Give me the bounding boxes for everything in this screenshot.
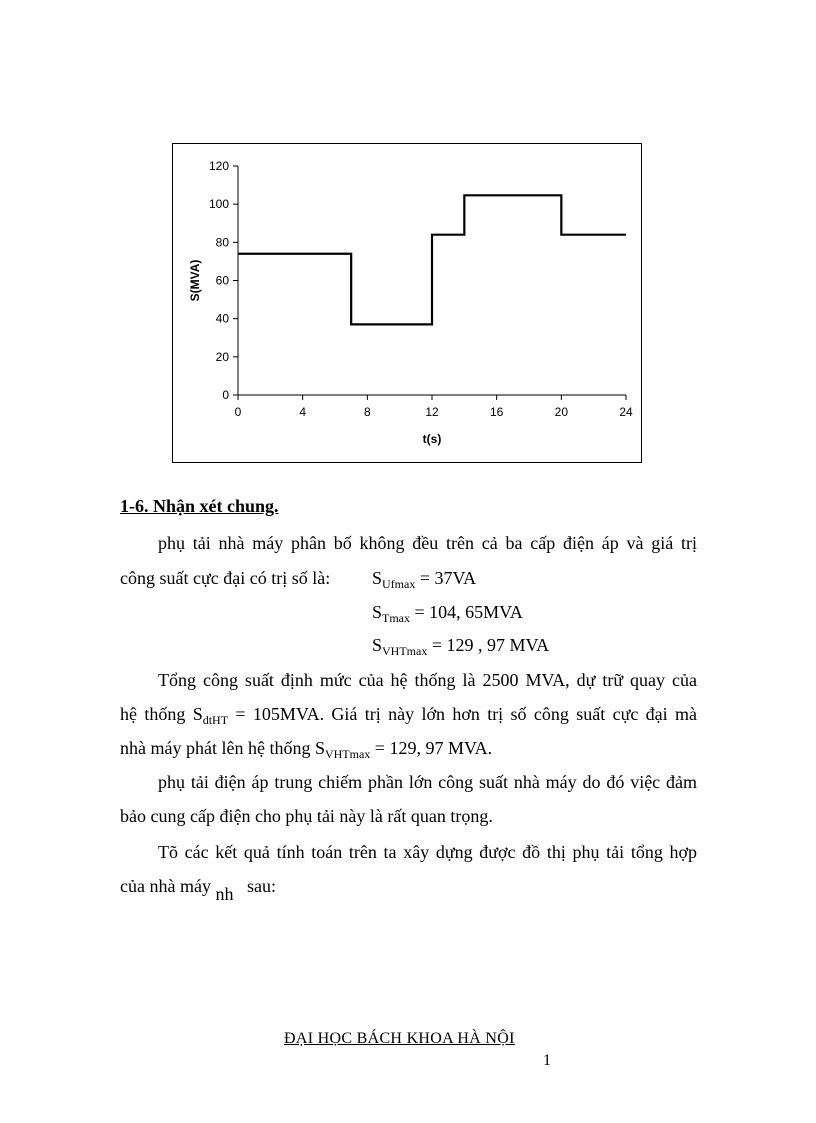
x-axis-label: t(s) <box>422 432 442 446</box>
x-tick-label: 16 <box>489 405 504 419</box>
paragraph-3-line-1: phụ tải điện áp trung chiếm phần lớn công suất nhà máy do đó việc đảm <box>158 772 697 792</box>
x-tick-label: 20 <box>554 405 569 419</box>
x-tick-label: 12 <box>425 405 439 419</box>
paragraph-2-line-3 <box>120 736 492 760</box>
text-run: = 129, 97 MVA. <box>370 738 493 758</box>
eq-subscript: VHTmax <box>382 644 428 658</box>
text-run-lowered: nh <box>215 884 234 904</box>
y-tick-label: 80 <box>215 235 229 250</box>
text-run: = 105MVA. Giá trị này lớn hơn trị số công suất cực đại mà <box>228 704 697 724</box>
paragraph-1-line-1: phụ tải nhà máy phân bố không đều trên cả ba cấp điện áp và giá trị <box>158 533 697 553</box>
x-tick-label: 24 <box>619 405 633 419</box>
eq-subscript: Tmax <box>382 611 411 625</box>
eq-symbol: S <box>372 635 383 655</box>
text-run: của nhà máy <box>120 876 211 896</box>
y-tick-label: 120 <box>208 159 229 173</box>
x-tick-label: 8 <box>363 405 371 419</box>
footer-university: ĐẠI HỌC BÁCH KHOA HÀ NỘI <box>284 1030 515 1047</box>
y-tick-label: 20 <box>215 349 229 364</box>
paragraph-4-line-1: Tõ các kết quả tính toán trên ta xây dựng được đồ thị phụ tải tổng hợp <box>158 842 697 862</box>
y-tick-label: 100 <box>208 197 229 212</box>
x-tick-label: 4 <box>299 405 307 419</box>
paragraph-2-line-1: Tổng công suất định mức của hệ thống là 2500 MVA, dự trữ quay của <box>158 670 697 690</box>
y-tick-label: 60 <box>215 273 229 288</box>
eq-subscript: Ufmax <box>382 577 416 591</box>
paragraph-3-line-2: bảo cung cấp điện cho phụ tải này là rất quan trọng. <box>120 806 493 826</box>
paragraph-4-line-2 <box>120 874 276 904</box>
paragraph-1-line-2: công suất cực đại có trị số là: <box>120 568 331 588</box>
section-heading: 1-6. Nhận xét chung. <box>120 496 279 516</box>
eq-symbol: S <box>372 602 383 622</box>
subscript: VHTmax <box>324 747 371 761</box>
series-step-line <box>238 195 626 324</box>
load-chart <box>172 143 642 463</box>
equation-s-vhtmax <box>372 633 549 657</box>
eq-value: = 129 , 97 MVA <box>427 635 550 655</box>
load-chart-svg <box>173 144 643 464</box>
eq-symbol: S <box>372 568 383 588</box>
text-run: nhà máy phát lên hệ thống S <box>120 738 325 758</box>
y-tick-label: 40 <box>215 311 229 326</box>
text-run: sau: <box>246 876 276 896</box>
x-tick-label: 0 <box>234 405 242 419</box>
subscript: dtHT <box>202 713 229 727</box>
paragraph-2-line-2 <box>120 702 697 726</box>
eq-value: = 37VA <box>415 568 477 588</box>
y-axis-label: S(MVA) <box>188 259 202 302</box>
eq-value: = 104, 65MVA <box>410 602 523 622</box>
equation-s-ufmax <box>372 566 476 590</box>
equation-s-tmax <box>372 600 523 624</box>
page-number: 1 <box>543 1052 551 1069</box>
y-tick-label: 0 <box>222 388 229 402</box>
text-run: hệ thống S <box>120 704 203 724</box>
